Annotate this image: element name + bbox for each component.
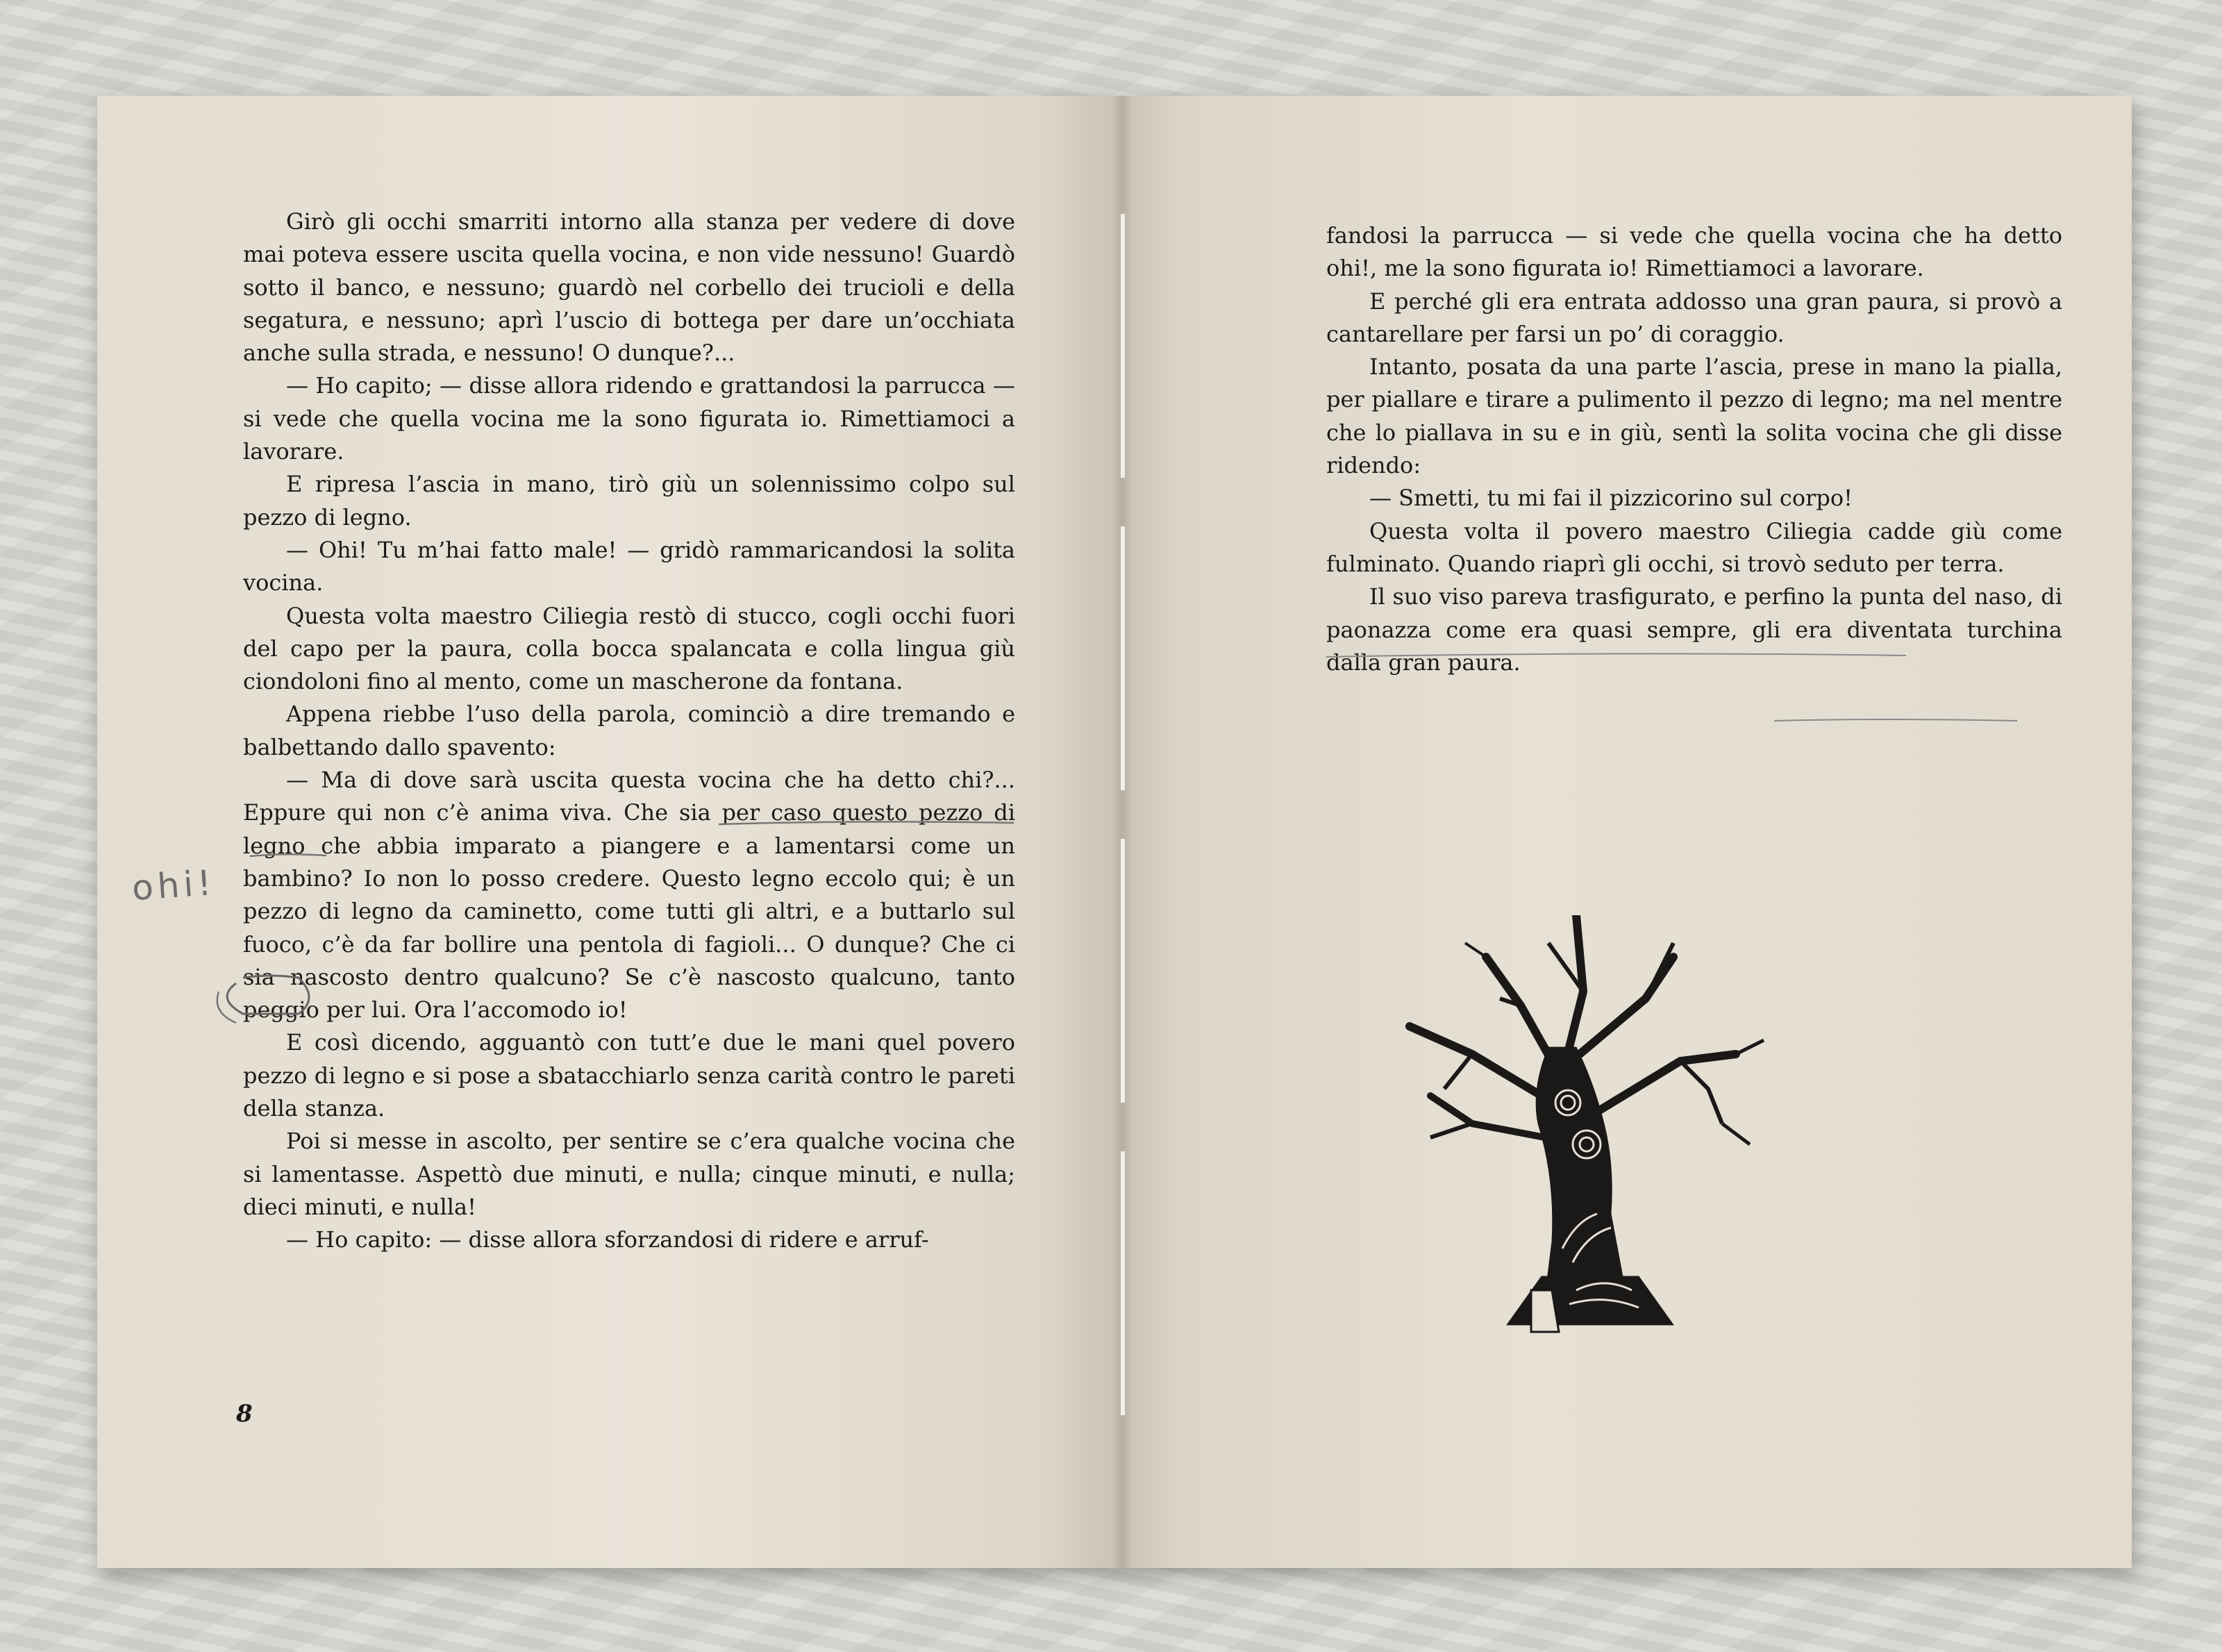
paragraph: — Smetti, tu mi fai il pizzicorino sul corpo! (1369, 485, 1853, 512)
left-page (97, 96, 1121, 1568)
tree-illustration (1403, 915, 1791, 1346)
page-number: 8 (236, 1400, 253, 1428)
open-book (97, 96, 2132, 1568)
paragraph: Il suo viso pareva trasfigurato, e perfino la punta del naso, di paonazza come era quasi sempre, gli era diventata turchina dalla gran paura. (1326, 583, 2062, 676)
paragraph: Girò gli occhi smarriti intorno alla stanza per vedere di dove mai poteva essere uscita quella vocina, e non vide nessuno! Guardò sotto il banco, e nessuno; guardò nel corbello dei trucioli e della segatura, e nessuno; aprì l’uscio di bottega per dare un’occhiata anche sulla strada, e nessuno! O dunque?... (243, 208, 1015, 367)
paragraph: Appena riebbe l’uso della parola, cominciò a dire tremando e balbettando dallo spavento: (243, 701, 1015, 760)
paragraph: E perché gli era entrata addosso una gran paura, si provò a cantarellare per farsi un po’ di coraggio. (1326, 287, 2062, 347)
paragraph: — Ma di dove sarà uscita questa vocina che ha detto chi?... Eppure qui non c’è anima viva. Che sia per caso questo pezzo di legno che abbia imparato a piangere e a lamentarsi come un bambino? Io non lo posso credere. Questo legno eccolo qui; è un pezzo di legno da caminetto, come tutti gli altri, e a buttarlo sul fuoco, c’è da far bollire una pentola di fagioli... O dunque? Che ci sia nascosto dentro qualcuno? Se c’è nascosto qualcuno, tanto peggio per lui. Ora l’accomodo io! (243, 767, 1015, 1024)
paragraph: Intanto, posata da una parte l’ascia, prese in mano la pialla, per piallare e tirare a pulimento il pezzo di legno; ma nel mentre che lo piallava in su e in giù, sentì la solita vocina che gli disse ridendo: (1326, 353, 2062, 479)
handwritten-note: ohi! (131, 862, 217, 909)
left-page-text (243, 206, 1015, 1257)
right-page (1121, 96, 2132, 1568)
paragraph: E ripresa l’ascia in mano, tirò giù un solennissimo colpo sul pezzo di legno. (243, 471, 1015, 531)
paragraph: fandosi la parrucca — si vede che quella vocina che ha detto ohi!, me la sono figurata io! Rimettiamoci a lavorare. (1326, 222, 2062, 282)
binding-stitch (1120, 1151, 1125, 1415)
binding-stitch (1120, 839, 1125, 1103)
paragraph: Poi si messe in ascolto, per sentire se c’era qualche vocina che si lamentasse. Aspettò due minuti, e nulla; cinque minuti, e nulla; dieci minuti, e nulla! (243, 1128, 1015, 1220)
paragraph: Questa volta il povero maestro Ciliegia cadde giù come fulminato. Quando riaprì gli occhi, si trovò seduto per terra. (1326, 517, 2062, 577)
binding-stitch (1120, 526, 1125, 790)
paragraph: — Ho capito: — disse allora sforzandosi di ridere e arruf- (286, 1226, 929, 1253)
paragraph: Questa volta maestro Ciliegia restò di stucco, cogli occhi fuori del capo per la paura, colla bocca spalancata e colla lingua giù ciondoloni fino al mento, come un mascherone da fontana. (243, 602, 1015, 695)
paragraph: — Ho capito; — disse allora ridendo e grattandosi la parrucca — si vede che quella vocina me la sono figurata io. Rimettiamoci a lavorare. (243, 372, 1015, 465)
paragraph: — Ohi! Tu m’hai fatto male! — gridò rammaricandosi la solita vocina. (243, 536, 1015, 596)
paragraph: E così dicendo, agguantò con tutt’e due le mani quel povero pezzo di legno e si pose a sbatacchiarlo senza carità contro le pareti della stanza. (243, 1029, 1015, 1122)
binding-stitch (1120, 214, 1125, 478)
right-page-text (1326, 219, 2062, 679)
